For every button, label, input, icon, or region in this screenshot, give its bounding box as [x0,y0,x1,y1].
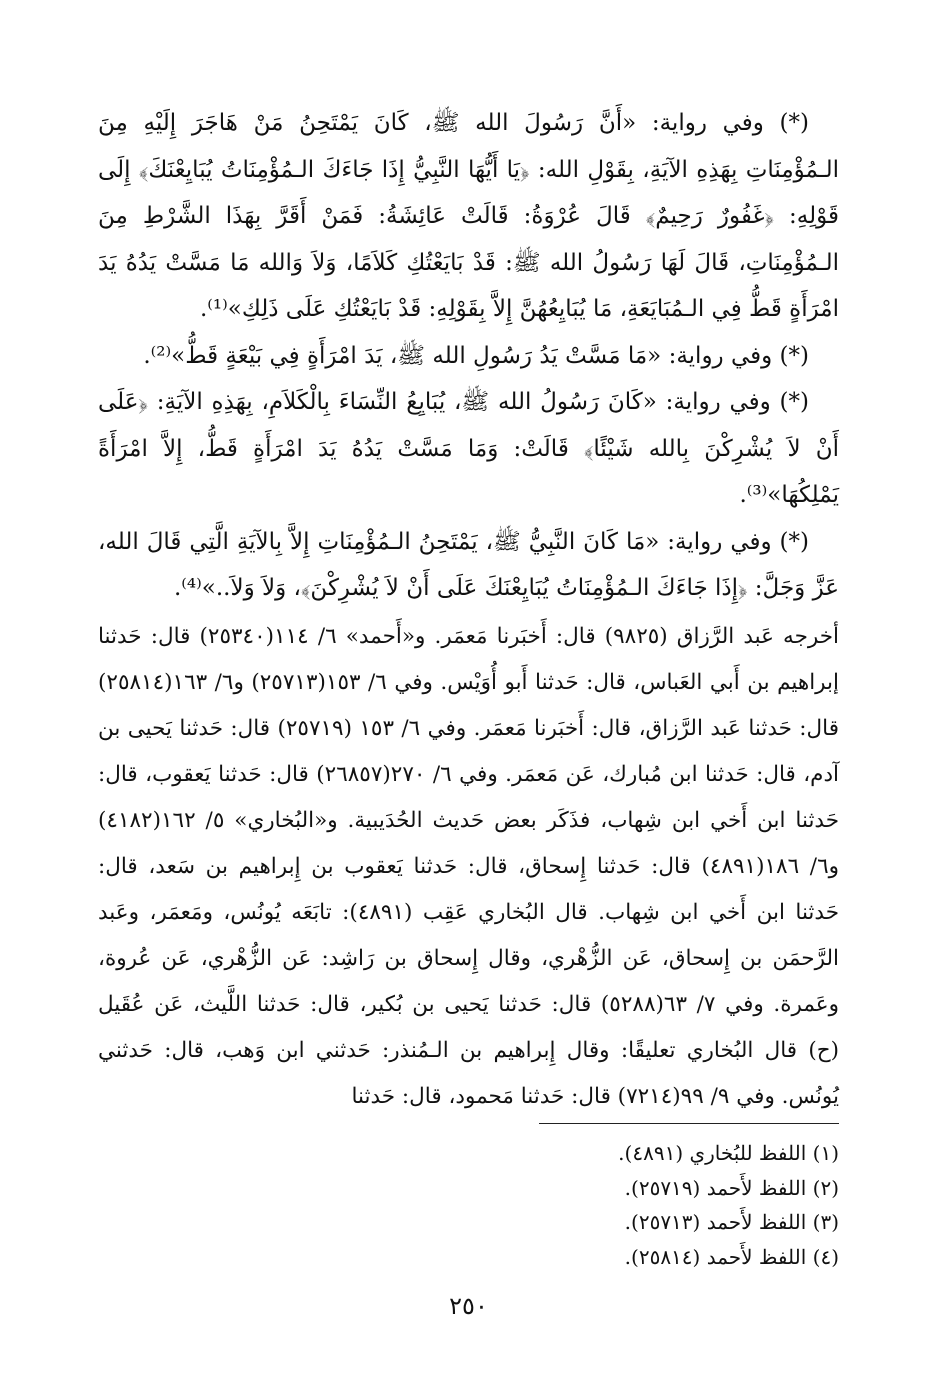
page-number: ٢٥٠ [449,1292,488,1320]
footnote-3: (٣) اللفظ لأَحمد (٢٥٧١٣). [624,1210,839,1234]
hadith-narration-2: (*) وفي رواية: «مَا مَسَّتْ يَدُ رَسُولِ الله ﷺ، يَدَ امْرَأَةٍ فِي بَيْعَةٍ قَطُّ»⁽²⁾. [143,342,809,369]
takhrij-paragraph: أخرجه عَبد الرَّزاق (٩٨٢٥) قال: أَخبَرنا مَعمَر. و«أَحمد» ٦/ ١١٤(٢٥٣٤٠) قال: حَدثنا إبراهيم بن أَبي العَباس، قال: حَدثنا أَبو أُوَيْس. وفي ٦/ ١٥٣(٢٥٧١٣) و٦/ ١٦٣(٢٥٨١٤) قال: حَدثنا عَبد الرَّزاق، قال: أَخبَرنا مَعمَر. وفي ٦/ ١٥٣ (٢٥٧١٩) قال: حَدثنا يَحيى بن آدم، قال: حَدثنا ابن مُبارك، عَن مَعمَر. وفي ٦/ ٢٧٠(٢٦٨٥٧) قال: حَدثنا يَعقوب، قال: حَدثنا ابن أَخي ابن شِهاب، فذَكَر بعض حَديث الحُدَيبية. و«البُخاري» ٥/ ١٦٢(٤١٨٢) و٦/ ١٨٦(٤٨٩١) قال: حَدثنا إِسحاق، قال: حَدثنا يَعقوب بن إِبراهيم بن سَعد، قال: حَدثنا ابن أَخي ابن شِهاب. قال البُخاري عَقِب (٤٨٩١): تابَعَه يُونُس، ومَعمَر، وعَبد الرَّحمَن بن إِسحاق، عَن الزُّهْري، وقال إِسحاق بن رَاشِد: عَن الزُّهْري، عَن عُروة، وعَمرة. وفي ٧/ ٦٣(٥٢٨٨) قال: حَدثنا يَحيى بن بُكير، قال: حَدثنا اللَّيث، عَن عُقَيل (ح) قال البُخاري تعليقًا: وقال إِبراهيم بن الـمُنذر: حَدثني ابن وَهب، قال: حَدثني يُونُس. وفي ٩/ ٩٩(٧٢١٤) قال: حَدثنا مَحمود، قال: حَدثنا [98,623,840,1109]
footnotes [239,1136,839,1274]
hadith-narration-4: (*) وفي رواية: «مَا كَانَ النَّبِيُّ ﷺ، يَمْتَحِنُ الـمُؤْمِنَاتِ إِلاَّ بِالآيَةِ الَّتِي قَالَ الله، عَزَّ وَجَلَّ: ﴿إِذَا جَاءَكَ الـمُؤْمِنَاتُ يُبَايِعْنَكَ عَلَى أَنْ لاَ يُشْرِكْنَ﴾، وَلاَ وَلاَ..»⁽⁴⁾. [98,528,839,601]
footnote-2: (٢) اللفظ لأَحمد (٢٥٧١٩). [624,1175,839,1200]
hadith-narration-1: (*) وفي رواية: «أَنَّ رَسُولَ الله ﷺ، كَانَ يَمْتَحِنُ مَنْ هَاجَرَ إِلَيْهِ مِنَ الـمُؤْمِنَاتِ بِهَذِهِ الآيَةِ، بِقَوْلِ الله: ﴿يَا أَيُّهَا النَّبِيُّ إِذَا جَاءَكَ الـمُؤْمِنَاتُ يُبَايِعْنَكَ﴾ إِلَى قَوْلِهِ: ﴿غَفُورٌ رَحِيمٌ﴾ قَالَ عُرْوَةُ: قَالَتْ عَائِشَةُ: فَمَنْ أَقَرَّ بِهَذَا الشَّرْطِ مِنَ الـمُؤْمِنَاتِ، قَالَ لَهَا رَسُولُ الله ﷺ: قَدْ بَايَعْتُكِ كَلاَمًا، وَلاَ وَالله مَا مَسَّتْ يَدُهُ يَدَ امْرَأَةٍ قَطُّ فِي الـمُبَايَعَةِ، مَا يُبَايِعُهُنَّ إِلاَّ بِقَوْلِهِ: قَدْ بَايَعْتُكِ عَلَى ذَلِكِ»⁽¹⁾. [98,110,839,322]
footnote-4: (٤) اللفظ لأَحمد (٢٥٨١٤). [624,1244,839,1269]
main-text [98,100,839,1120]
footnote-separator [539,1123,839,1124]
hadith-narration-3: (*) وفي رواية: «كَانَ رَسُولُ الله ﷺ، يُبَايِعُ النِّسَاءَ بِالْكَلاَمِ، بِهَذِهِ الآيَةِ: ﴿عَلَى أَنْ لاَ يُشْرِكْنَ بِالله شَيْئًا﴾ قَالَتْ: وَمَا مَسَّتْ يَدُهُ يَدَ امْرَأَةٍ قَطُّ، إِلاَّ امْرَأَةً يَمْلِكُهَا»⁽³⁾. [98,389,839,508]
footnote-1: (١) اللفظ للبُخاري (٤٨٩١). [618,1141,839,1165]
